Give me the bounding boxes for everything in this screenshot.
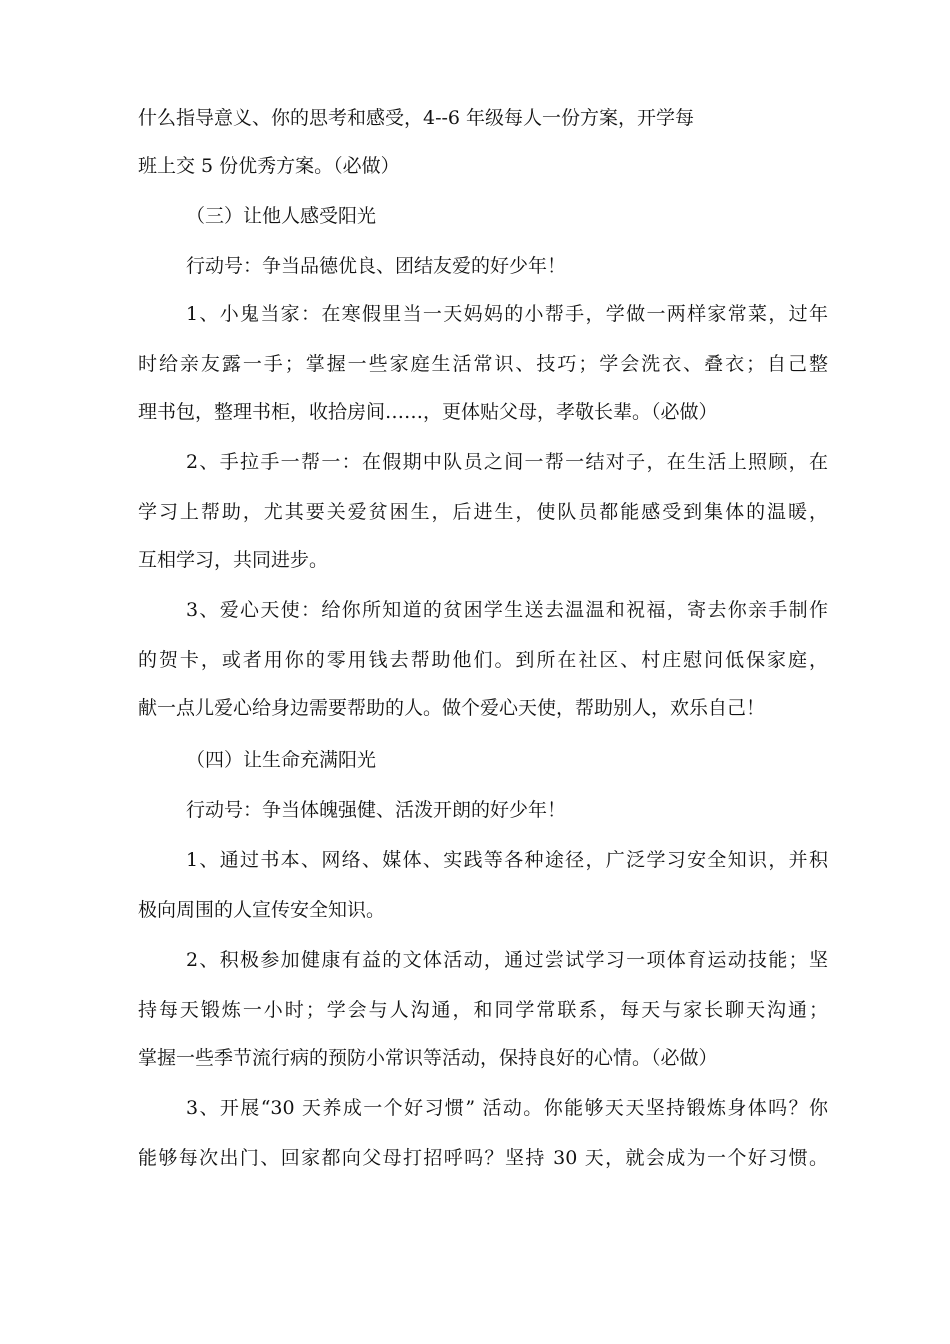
- text-line: 2、积极参加健康有益的文体活动，通过尝试学习一项体育运动技能；坚: [186, 949, 828, 971]
- action-slogan: 行动号：争当品德优良、团结友爱的好少年！: [186, 255, 567, 277]
- text-line: 1、通过书本、网络、媒体、实践等各种途径，广泛学习安全知识，并积: [186, 849, 828, 871]
- text-line: 时给亲友露一手；掌握一些家庭生活常识、技巧；学会洗衣、叠衣；自己整: [138, 353, 828, 375]
- section-heading: （四）让生命充满阳光: [186, 749, 377, 771]
- text-line: 2、手拉手一帮一：在假期中队员之间一帮一结对子，在生活上照顾，在: [186, 451, 828, 473]
- text-line: 3、爱心天使：给你所知道的贫困学生送去温温和祝福，寄去你亲手制作: [186, 599, 828, 621]
- text-line: 1、小鬼当家：在寒假里当一天妈妈的小帮手，学做一两样家常菜，过年: [186, 303, 828, 325]
- text-line: 3、开展“30 天养成一个好习惯” 活动。你能够天天坚持锻炼身体吗？你: [186, 1097, 828, 1119]
- section-heading: （三）让他人感受阳光: [186, 205, 377, 227]
- text-line: 极向周围的人宣传安全知识。: [138, 899, 386, 921]
- text-line: 的贺卡，或者用你的零用钱去帮助他们。到所在社区、村庄慰问低保家庭，: [138, 649, 828, 671]
- text-line: 持每天锻炼一小时；学会与人沟通，和同学常联系，每天与家长聊天沟通；: [138, 999, 828, 1021]
- action-slogan: 行动号：争当体魄强健、活泼开朗的好少年！: [186, 799, 567, 821]
- text-line: 能够每次出门、回家都向父母打招呼吗？坚持 30 天，就会成为一个好习惯。: [138, 1147, 828, 1169]
- text-line: 掌握一些季节流行病的预防小常识等活动，保持良好的心情。（必做）: [138, 1047, 718, 1069]
- text-line: 班上交 5 份优秀方案。（必做）: [138, 155, 400, 177]
- text-line: 互相学习，共同进步。: [138, 549, 329, 571]
- text-line: 献一点儿爱心给身边需要帮助的人。做个爱心天使，帮助别人，欢乐自己！: [138, 697, 766, 719]
- text-line: 什么指导意义、你的思考和感受，4--6 年级每人一份方案，开学每: [138, 107, 695, 129]
- text-line: 理书包，整理书柜，收拾房间……，更体贴父母，孝敬长辈。（必做）: [138, 401, 718, 423]
- text-line: 学习上帮助，尤其要关爱贫困生，后进生，使队员都能感受到集体的温暖，: [138, 501, 828, 523]
